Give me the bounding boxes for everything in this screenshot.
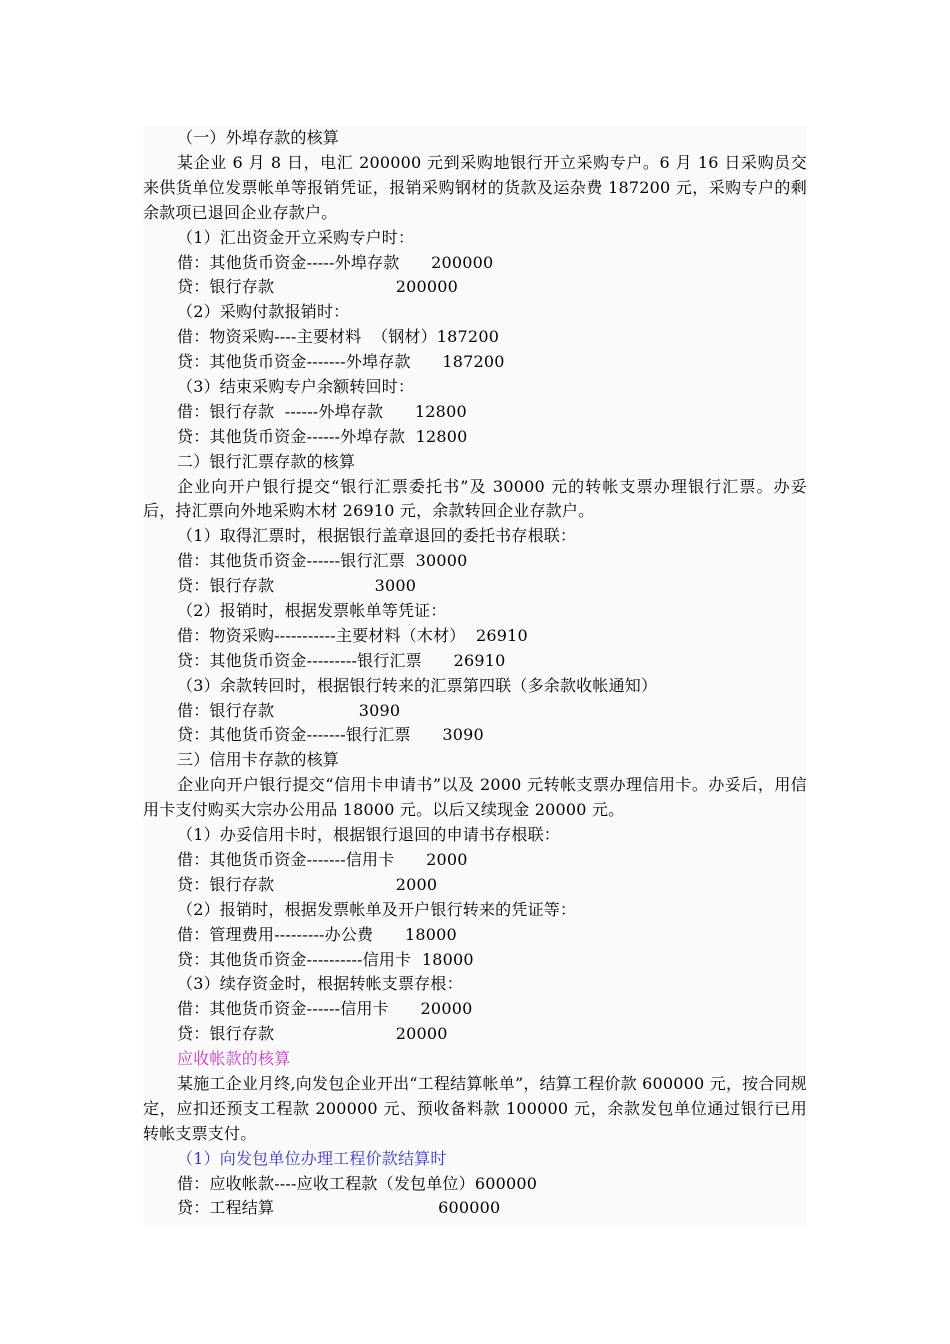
text-line: 贷：其他货币资金---------银行汇票 26910 [177,650,506,670]
text-line: 借：银行存款 ------外埠存款 12800 [177,401,467,421]
text-line: 借：物资采购----主要材料 （钢材）187200 [177,327,500,347]
text-line: 借：管理费用---------办公费 18000 [177,924,457,944]
text-line: 借：其他货币资金------信用卡 20000 [177,999,473,1019]
text-line: 贷：银行存款 20000 [177,1024,448,1044]
text-line: 借：银行存款 3090 [177,700,401,720]
text-line: 借：物资采购-----------主要材料（木材） 26910 [177,625,528,645]
text-line: 三）信用卡存款的核算 [177,750,340,770]
text-line: 贷：银行存款 200000 [177,277,459,297]
text-line: （3）余款转回时，根据银行转来的汇票第四联（多余款收帐通知） [177,675,658,695]
text-line: 二）银行汇票存款的核算 [177,451,356,471]
text-line: （2）采购付款报销时： [177,302,350,322]
text-line: 贷：其他货币资金----------信用卡 18000 [177,949,474,969]
text-line: 贷：银行存款 3000 [177,576,417,596]
text-line: 贷：工程结算 600000 [177,1198,501,1218]
text-line: （1）汇出资金开立采购专户时： [177,227,415,247]
text-line: 借：其他货币资金-----外埠存款 200000 [177,252,494,272]
text-line: （3）结束采购专户余额转回时： [177,376,415,396]
text-line: 借：其他货币资金-------信用卡 2000 [177,849,468,869]
text-line: （2）报销时，根据发票帐单及开户银行转来的凭证等： [177,899,577,919]
text-line: 应收帐款的核算 [177,1049,291,1069]
text-line: 借：应收帐款----应收工程款（发包单位）600000 [177,1173,538,1193]
text-line: （1）取得汇票时，根据银行盖章退回的委托书存根联： [177,526,577,546]
text-line: 企业向开户银行提交“银行汇票委托书”及 30000 元的转帐支票办理银行汇票。办妥后，持汇票向外地采购木材 26910 元，余款转回企业存款户。 [143,476,807,521]
text-line: （1）向发包单位办理工程价款结算时 [177,1148,447,1168]
document-body [143,126,807,1225]
text-line: 企业向开户银行提交“信用卡申请书”以及 2000 元转帐支票办理信用卡。办妥后，用信用卡支付购买大宗办公用品 18000 元。以后又续现金 20000 元。 [143,775,807,820]
text-line: 某企业 6 月 8 日，电汇 200000 元到采购地银行开立采购专户。6 月 16 日采购员交来供货单位发票帐单等报销凭证，报销采购钢材的货款及运杂费 187200 元，采购专户的剩余款项已退回企业存款户。 [143,152,807,222]
text-line: （3）续存资金时，根据转帐支票存根： [177,974,463,994]
text-line: 贷：其他货币资金-------外埠存款 187200 [177,352,505,372]
text-line: （一）外埠存款的核算 [177,128,340,147]
text-line: 某施工企业月终,向发包企业开出“工程结算帐单”，结算工程价款 600000 元，按合同规定，应扣还预支工程款 200000 元、预收备料款 100000 元，余款发包单位通过银行已用转帐支票支付。 [143,1073,807,1143]
text-line: （2）报销时，根据发票帐单等凭证： [177,601,447,620]
text-line: （1）办妥信用卡时，根据银行退回的申请书存根联： [177,825,560,845]
text-line: 借：其他货币资金------银行汇票 30000 [177,551,468,571]
text-line: 贷：银行存款 2000 [177,874,438,894]
text-line: 贷：其他货币资金------外埠存款 12800 [177,426,468,446]
text-line: 贷：其他货币资金-------银行汇票 3090 [177,725,484,745]
